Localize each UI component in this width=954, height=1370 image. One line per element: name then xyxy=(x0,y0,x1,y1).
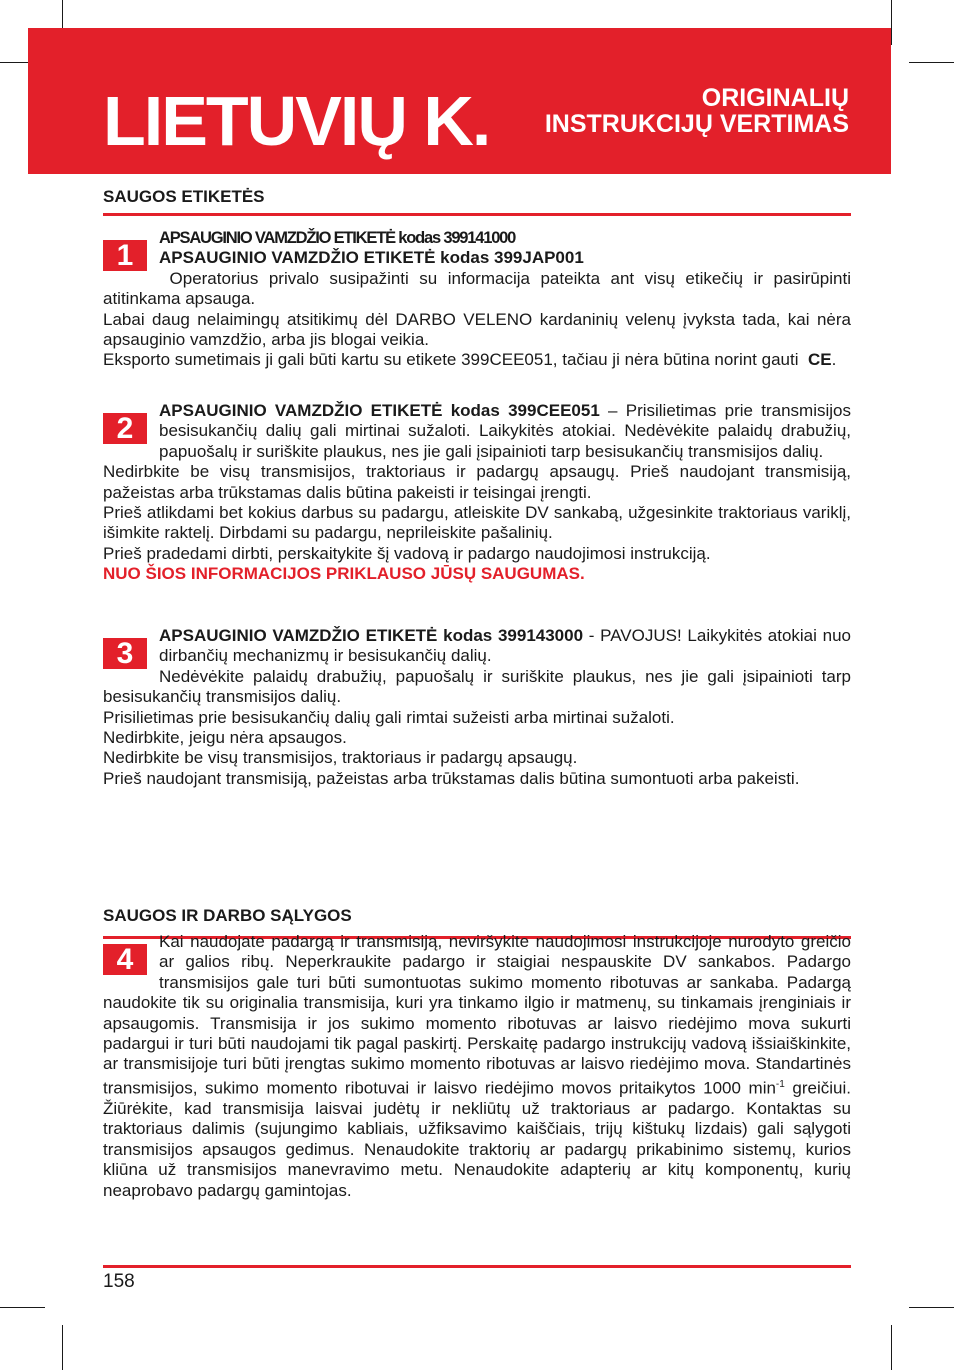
page-number: 158 xyxy=(103,1271,135,1292)
item-number-badge: 3 xyxy=(103,638,147,669)
crop-mark xyxy=(0,1307,45,1308)
item-3-title: APSAUGINIO VAMZDŽIO ETIKETĖ kodas 399143000 xyxy=(159,626,584,645)
item-number-badge: 4 xyxy=(103,944,147,975)
page-header xyxy=(28,28,891,174)
item-1-title-2: APSAUGINIO VAMZDŽIO ETIKETĖ kodas 399JAP001 xyxy=(159,248,584,268)
crop-mark xyxy=(909,1307,954,1308)
item-2 xyxy=(103,401,851,585)
item-3-paragraph: Prisilietimas prie besisukančių dalių gali rimtai sužeisti arba mirtinai sužaloti. xyxy=(103,707,675,727)
item-1 xyxy=(103,228,856,371)
item-2-title-rest: – Prisilietimas prie transmisijos besisukančių dalių gali mirtinai sužaloti. Laikykitės atokiai. Nedėvėkite palaidų drabužių, papuošalų ir suriškite plaukus, nes jie gali įsipainioti tarp besisukančių transmisijos dalių. xyxy=(159,401,851,461)
item-3-paragraph: Nedirbkite be visų transmisijos, traktoriaus ir padargų apsaugų. xyxy=(103,748,578,768)
item-4 xyxy=(103,932,851,1201)
item-3-paragraph: Nedėvėkite palaidų drabužių, papuošalų ir suriškite plaukus, nes jie gali įsipainioti tarp besisukančių transmisijos dalių. xyxy=(103,666,851,707)
item-4-text-b: greičiui. Žiūrėkite, kad transmisija laisvai judėtų ir nekliūtų už traktoriaus ar padargo. Kontaktas su traktoriaus dalimis (sujungimo kabliais, užfiksavimo kaiščiais, trijų kištukų lizdais) gali sąlygoti transmisijos apsaugos gedimus. Nenaudokite traktorių ar padargų prikabinimo sistemų, kurios kliūna už transmisijos manevravimo metu. Nenaudokite adapterių ar kitų komponentų, kurių neaprobavo padargų gamintojas. xyxy=(103,1078,851,1200)
item-3-paragraph: Prieš naudojant transmisiją, pažeistas arba trūkstamas dalis būtina sumontuoti arba pakeisti. xyxy=(103,768,800,788)
safety-warning: NUO ŠIOS INFORMACIJOS PRIKLAUSO JŪSŲ SAUGUMAS. xyxy=(103,564,585,584)
section-heading-work-conditions: SAUGOS IR DARBO SĄLYGOS xyxy=(103,906,352,925)
section-rule xyxy=(103,213,851,216)
item-4-text-a: Kai naudojate padargą ir transmisiją, neviršykite naudojimosi instrukcijoje nurodyto greičio ar galios ribų. Neperkraukite padargo ir staigiai nespauskite DV sankabos. Padargo transmisijos gale turi būti sumontuotas sukimo momento ribotuvas ar sankaba. Padargą naudokite tik su originalia transmisija, kuri yra tinkamo ilgio ir matmenų, su tinkamais įrenginiais ir apsaugomis. Transmisija ir jos sukimo momento ribotuvas ar laisvo riedėjimo mova sukurti padargui ir turi būti naudojami tik pagal paskirtį. Perskaitę padargo instrukcijų vadovą išsiaiškinkite, ar transmisijoje turi būti įrengtas sukimo momento ribotuvas ar laisvo riedėjimo mova. Standartinės transmisijos, sukimo momento ribotuvai ir laisvo riedėjimo movos pritaikytos 1000 min xyxy=(103,932,851,1098)
item-1-paragraph-end: . xyxy=(831,350,837,370)
language-title: LIETUVIŲ K. xyxy=(103,82,490,160)
item-1-paragraph: Labai daug nelaimingų atsitikimų dėl DARBO VELENO kardaninių velenų įvyksta tada, kai nėra apsauginio vamzdžio, arba jis blogai veikia. xyxy=(103,309,851,350)
crop-mark xyxy=(891,0,892,45)
item-2-title: APSAUGINIO VAMZDŽIO ETIKETĖ kodas 399CEE051 xyxy=(159,401,600,420)
item-1-paragraph xyxy=(103,350,851,370)
item-number-badge: 2 xyxy=(103,413,147,444)
item-2-paragraph: Prieš atlikdami bet kokius darbus su padargu, atleiskite DV sankabą, užgesinkite traktoriaus variklį, išimkite raktelį. Dirbdami su padargu, neprileiskite pašalinių. xyxy=(103,503,851,543)
subtitle-line-1: ORIGINALIŲ xyxy=(701,84,849,112)
crop-mark xyxy=(62,1325,63,1370)
item-2-paragraph: Nedirbkite be visų transmisijos, traktoriaus ir padargų apsaugų. Prieš naudojant transmisiją, pažeistas arba trūkstamas dalis būtina pakeisti ir teisingai įrengti. xyxy=(103,462,851,502)
header-subtitle xyxy=(545,85,849,137)
item-4-superscript: -1 xyxy=(775,1078,785,1090)
footer-rule xyxy=(103,1265,851,1268)
crop-mark xyxy=(891,1325,892,1370)
item-number-badge: 1 xyxy=(103,240,147,271)
section-heading-safety-labels: SAUGOS ETIKETĖS xyxy=(103,187,265,206)
item-1-paragraph: Operatorius privalo susipažinti su informacija pateikta ant visų etikečių ir pasirūpinti atitinkama apsauga. xyxy=(103,268,856,309)
item-4-paragraph xyxy=(103,932,851,1201)
item-1-paragraph-text: Eksporto sumetimais ji gali būti kartu su etikete 399CEE051, tačiau ji nėra būtina norint gauti xyxy=(103,350,799,370)
item-2-paragraph: Prieš pradedami dirbti, perskaitykite šį vadovą ir padargo naudojimosi instrukciją. xyxy=(103,543,711,563)
subtitle-line-2: INSTRUKCIJŲ VERTIMAS xyxy=(544,110,849,138)
crop-mark xyxy=(909,62,954,63)
item-3 xyxy=(103,626,851,789)
ce-mark-icon: CE xyxy=(807,350,832,370)
item-3-paragraph: Nedirbkite, jeigu nėra apsaugos. xyxy=(103,728,347,748)
item-3-title-rest: - PAVOJUS! Laikykitės atokiai nuo dirbančių mechanizmų ir besisukančių dalių. xyxy=(159,626,851,666)
item-1-title-1: APSAUGINIO VAMZDŽIO ETIKETĖ kodas 399141000 xyxy=(159,229,516,247)
